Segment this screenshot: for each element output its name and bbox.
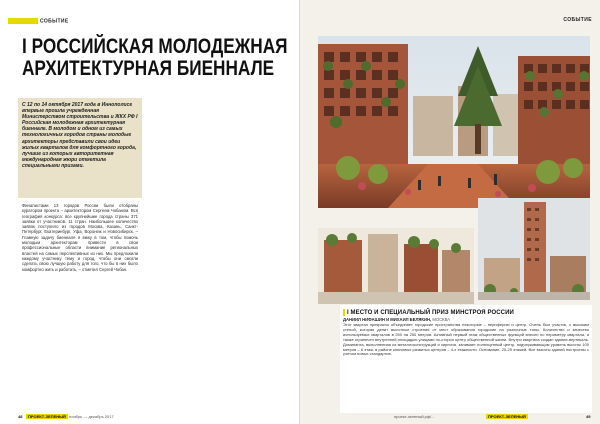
section-tag-right: СОБЫТИЕ — [563, 17, 592, 23]
lead-paragraph: С 12 по 14 октября 2017 года в Иннополисе впервые прошла учрежденная Министерством строительства и ЖКХ РФ I Российская молодежная архитектурная биеннале. В молодом и одном из самых технологичных городов страны молодые архитекторы представили свои идеи жилых кварталов для комфортного города, лучшие из которых авторитетная международная жюри отметила специальными призами. — [22, 102, 138, 169]
right-footer-site: проект-зеленый.рф/... — [394, 414, 435, 419]
headline-line-1: I РОССИЙСКАЯ МОЛОДЕЖНАЯ — [22, 35, 288, 58]
body-paragraph: Финалистами 13 городов России были отобраны куратором проекта – архитектором Сергеем Чобаном. Вся география конкурса: все крупнейшие города страны 371 заявки от участников. 11 стран. Наибольшее количество заявок поступило из городов Москва, Казань, Санкт-Петербург, Екатеринбург, Уфа, Воронеж и Новосибирск. – Главную задачу биеннале я вижу в том, чтобы помочь молодым архитекторам привести в свои профессиональные области внимание региональных властей на самых перспективных из них. Мы предложили каждому участнику тему и город, чтобы они смогли сделать свою лучшую работу для того, что бы в них было комфортно жить и работать, – отметил Сергей Чобан. — [22, 203, 138, 272]
tower-render — [478, 198, 590, 300]
section-tag-left: СОБЫТИЕ — [8, 17, 72, 25]
winning-project-render — [318, 36, 590, 208]
caption-body: Этот квартал прекрасно объединяет городские пространства некоторые – периферию и центр. Очень был участок, с высоким стеной, которая делит высотные строения от мест образования городские на различные типы. Количество и качество используемых кварталов в 250 на 250 метров. Активный первый этаж общественных функций внесен по периметру квартала, а также ограничен внутренней площадью улицами по-сторон центр общественной жизни. Внутри квартала создан здание-вертикаль. Доминанта, выполненная из металлоконструкций и кирпича, занимает полноценный центр, подчеркивающим уровень высоты 100 метров – 6 этаж, в районе ключевых развитых центров – 4-х этажности. Основание, 20-25 этажей. Все высоты зданий построены с учетом новых стандартов. — [343, 322, 589, 357]
tower-illustration — [478, 198, 590, 300]
article-headline — [22, 35, 288, 80]
headline-line-2: АРХИТЕКТУРНАЯ БИЕННАЛЕ — [22, 57, 275, 80]
caption-authors: ДАНИИЛ НИФАШИН И МИХАИЛ БЕЛЯКИН, МОСКВА — [343, 317, 451, 322]
block-facade-render — [318, 228, 474, 304]
right-page-number: 49 — [586, 414, 591, 419]
caption-city: МОСКВА — [432, 317, 451, 322]
left-footer-issue: ноябрь — декабрь 2017 — [69, 414, 114, 419]
body-column-1 — [22, 203, 138, 273]
caption-accent-bar — [343, 309, 345, 316]
render-illustration — [318, 36, 590, 208]
caption-title: I МЕСТО И СПЕЦИАЛЬНЫЙ ПРИЗ МИНСТРОЯ РОССИИ — [343, 309, 589, 316]
right-footer-magazine: ПРОЕКТ-ЗЕЛЕНЫЙ — [488, 414, 526, 419]
section-tag-bar — [8, 18, 38, 24]
left-page-number: 48 — [18, 414, 23, 419]
block-illustration — [318, 228, 474, 304]
lead-column — [22, 102, 138, 170]
left-footer-magazine: ПРОЕКТ-ЗЕЛЕНЫЙ ноябрь — декабрь 2017 — [28, 414, 114, 419]
